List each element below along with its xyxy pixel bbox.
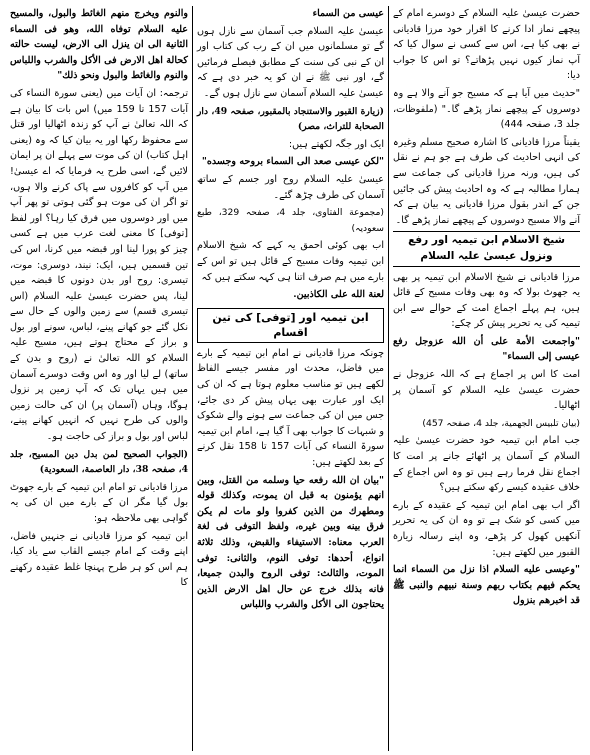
paragraph: امت کا اس پر اجماع ہے کہ اللہ عزوجل نے حضرت عیسیٰ علیہ السلام کو آسمان پر اٹھالیا۔ <box>393 369 580 412</box>
section-heading: ابن تیمیہ اور [توفی] کی تین اقسام <box>197 308 384 343</box>
arabic-quote: لعنة الله على الكاذبين. <box>293 289 384 301</box>
paragraph: اب بھی کوئی احمق یہ کہے کہ شیخ الاسلام ابن تیمیہ وفات مسیح کے قائل ہیں تو اس کے بارے میں ہم صرف اتنا ہی کہہ سکتے ہیں کہ <box>197 240 384 283</box>
paragraph: ایک اور جگہ لکھتے ہیں: <box>288 138 384 150</box>
citation: (بیان تلبیس الجهمية، جلد 4، صفحہ 457) <box>422 417 580 429</box>
arabic-quote: "واجمعت الأمة على أن الله عزوجل رفع عيسى إلى السماء" <box>393 335 580 363</box>
section-heading: شیخ الاسلام ابن تیمیہ اور رفع ونزول عیسیٰ علیہ السلام <box>393 231 580 266</box>
paragraph: مرزا قادیانی تو امام ابن تیمیہ کے بارے جھوٹ بول گیا مگر ان کے بارے میں ان کی یہ گواہی بھی ملاحظہ ہو: <box>10 481 188 524</box>
arabic-quote: والنوم ويخرج منهم الغائط والبول، والمسيح عليه السلام توفاه الله، وهو فى السماء الثانية الى ان ينزل الى الارض، ليست حالته كحالة اهل الارض فى الأكل والشرب واللباس والنوم والغائط والبول ونحو ذلك" <box>10 8 188 82</box>
right-column <box>388 6 584 751</box>
paragraph: یقیناً مرزا قادیانی کا اشارہ صحیح مسلم وغیرہ کی انہی احادیث کی طرف ہے جو ہم نے نقل کی ہیں، ورنہ مرزا قادیانی کی جماعت سے ہمارا مطالبہ ہے کہ وہ احادیث پیش کی جائیں جن کے اندر بقول مرزا قادیانی یہ بیان ہے کہ آنے والا مسیح دوسروں کے پیچھے نماز پڑھے گا۔ <box>393 136 580 226</box>
arabic-quote: "وعیسى علیه السلام اذا نزل من السماء انما یحکم فیهم بکتاب ربهم وسنة نبیهم والنبی ﷺ قد اخبرهم بنزول <box>393 564 580 607</box>
paragraph: مرزا قادیانی نے شیخ الاسلام ابن تیمیہ پر بھی یہ جھوٹ بولا کہ وہ بھی وفات مسیح کے قائل ہیں، ہم پہلے اجماع امت کے حوالے سے ابن تیمیہ کی یہ تحریر پیش کر چکے: <box>393 271 580 330</box>
three-column-layout <box>6 6 584 751</box>
arabic-quote: "بيان ان الله رفعه حيا وسلمه من القتل، وبين انهم يؤمنون به قبل ان يموت، وكذلك قوله ومطهرك من الذين كفروا ولو مات لم يكن فرق بينه وبين غيره، ولفظ التوفى فى لغة العرب معناه: الاستيفاء والقبض، وذلك ثلاثة انواع، أحدها: توفى النوم، والثانى: توفى الموت، والثالث: توفى الروح والبدن جميعا، فانه بذلك خرج عن حال اهل الارض الذين يحتاجون الى الأكل والشرب واللباس <box>197 474 384 611</box>
citation: (زيارة القبور والاستنجاد بالمقبور، صفحہ 49، دار الصحابة للتراث، مصر) <box>197 105 385 133</box>
paragraph: ابن تیمیہ کو مرزا قادیانی نے جنہیں فاضل، اپنے وقت کے امام جیسے القاب سے یاد کیا، ہم اس کو ہر طرح پہنچا غلط عقیدہ رکھنے کا <box>10 530 188 589</box>
middle-column <box>192 6 388 751</box>
paragraph: اگر اب بھی امام ابن تیمیہ کے عقیدہ کے بارے میں کسی کو شک ہے تو وہ ان کی یہ تحریر آنکھیں کھول کر پڑھے، وہ اپنے رسالہ زیارة القبور میں لکھتے ہیں: <box>393 499 580 558</box>
citation: (الجواب الصحيح لمن بدل دين المسيح، جلد 4، صفحہ 38، دار العاصمة، السعودية) <box>10 448 188 476</box>
citation: (مجموعة الفتاوى، جلد 4، صفحہ 329، طبع سعودیہ) <box>197 207 384 234</box>
paragraph: حضرت عیسیٰ علیہ السلام کے دوسرے امام کے پیچھے نماز ادا کرنے کا اقرار خود مرزا قادیانی نے بھی کیا ہے، اس سے کسی نے سوال کیا کہ آپ نماز کیوں نہیں پڑھاتے؟ تو اس کا جواب دیا: <box>393 8 580 82</box>
quote-paragraph: "حدیث میں آیا ہے کہ مسیح جو آنے والا ہے وہ دوسروں کے پیچھے نماز پڑھے گا۔" (ملفوظات، جلد 3، صفحہ 444) <box>393 87 580 131</box>
paragraph: چونکہ مرزا قادیانی نے امام ابن تیمیہ کے بارے میں فاضل، محدث اور مفسر جیسے الفاظ لکھے ہیں تو مناسب معلوم ہوتا ہے کہ ان کی ایک اور عبارت بھی یہاں پیش کر دی جائے، جس میں ان کی جماعت سے ہونے والے شکوک و شبہات کا جواب بھی آ گیا ہے، امام ابن تیمیہ سورۃ النساء کی آیات 157 تا 158 نقل کرنے کے بعد لکھتے ہیں: <box>197 347 384 469</box>
arabic-quote: "لكن عيسى صعد الى السماء بروحه وجسده" <box>201 156 384 168</box>
translation-paragraph: ترجمہ: ان آیات میں (یعنی سورة النساء کی آیات 157 تا 159 میں) اس بات کا بیان ہے کہ اللہ تعالیٰ نے آپ کو زندہ اٹھالیا اور قتل سے محفوظ رکھا اور یہ بیان کیا کہ وہ (یعنی اہل کتاب) ان کی موت سے پہلے ان پر ایمان لائیں گے، اسی طرح یہ فرمایا کہ اے عیسیٰ! میں آپ کو کافروں سے پاک کرنے والا ہوں، تو اگر ان کی موت ہو گئی ہوتی تو پھر آپ میں اور دوسروں میں فرق کیا رہا؟ اور لفظ [توفی] کا معنی لغت عرب میں ہے کسی چیز کو پورا لینا اور قبضہ میں کرنا، اس کی تین قسمیں ہیں، ایک: نیند، دوسری: موت، تیسری: روح اور بدن دونوں کا قبضہ میں لینا، پس حضرت عیسیٰ علیہ السلام (اس تیسری قسم) سے زمین والوں کے حال سے نکل گئے جو کھانے پینے، لباس، سونے اور بول و براز کے محتاج ہوتے ہیں، مسیح علیہ السلام کو اللہ تعالیٰ نے (روح و بدن کے ساتھ) لے لیا اور وہ اس وقت دوسرے آسمان میں ہیں یہاں تک کہ آپ زمین پر نزول ہوگا، وہاں (آسمان پر) ان کی حالت زمین والوں کی طرح نہیں کہ انہیں کھانے پینے، لباس اور بول و براز کی حاجت ہو۔ <box>10 87 188 443</box>
paragraph: جب امام ابن تیمیہ خود حضرت عیسیٰ علیہ السلام کے آسمان پر اٹھائے جانے پر امت کا اجماع نقل فرما رہے ہیں تو وہ اس اجماع کے خلاف عقیدہ کیسے رکھ سکتے ہیں؟ <box>393 435 580 494</box>
paragraph: عیسیٰ علیہ السلام روح اور جسم کے ساتھ آسمان کی طرف چڑھ گئے۔ <box>197 173 384 201</box>
left-column <box>6 6 192 751</box>
paragraph: عیسیٰ علیہ السلام جب آسمان سے نازل ہوں گے تو مسلمانوں میں ان کے رب کی کتاب اور ان کے نبی کی سنت کے مطابق فیصلے فرمائیں گے، اور نبی ﷺ نے ان کو یہ خبر دی ہے کہ عیسیٰ علیہ السلام آسمان سے نازل ہوں گے۔ <box>197 25 384 99</box>
arabic-quote: عيسى من السماء <box>312 8 384 19</box>
heading-wrap <box>197 305 384 346</box>
